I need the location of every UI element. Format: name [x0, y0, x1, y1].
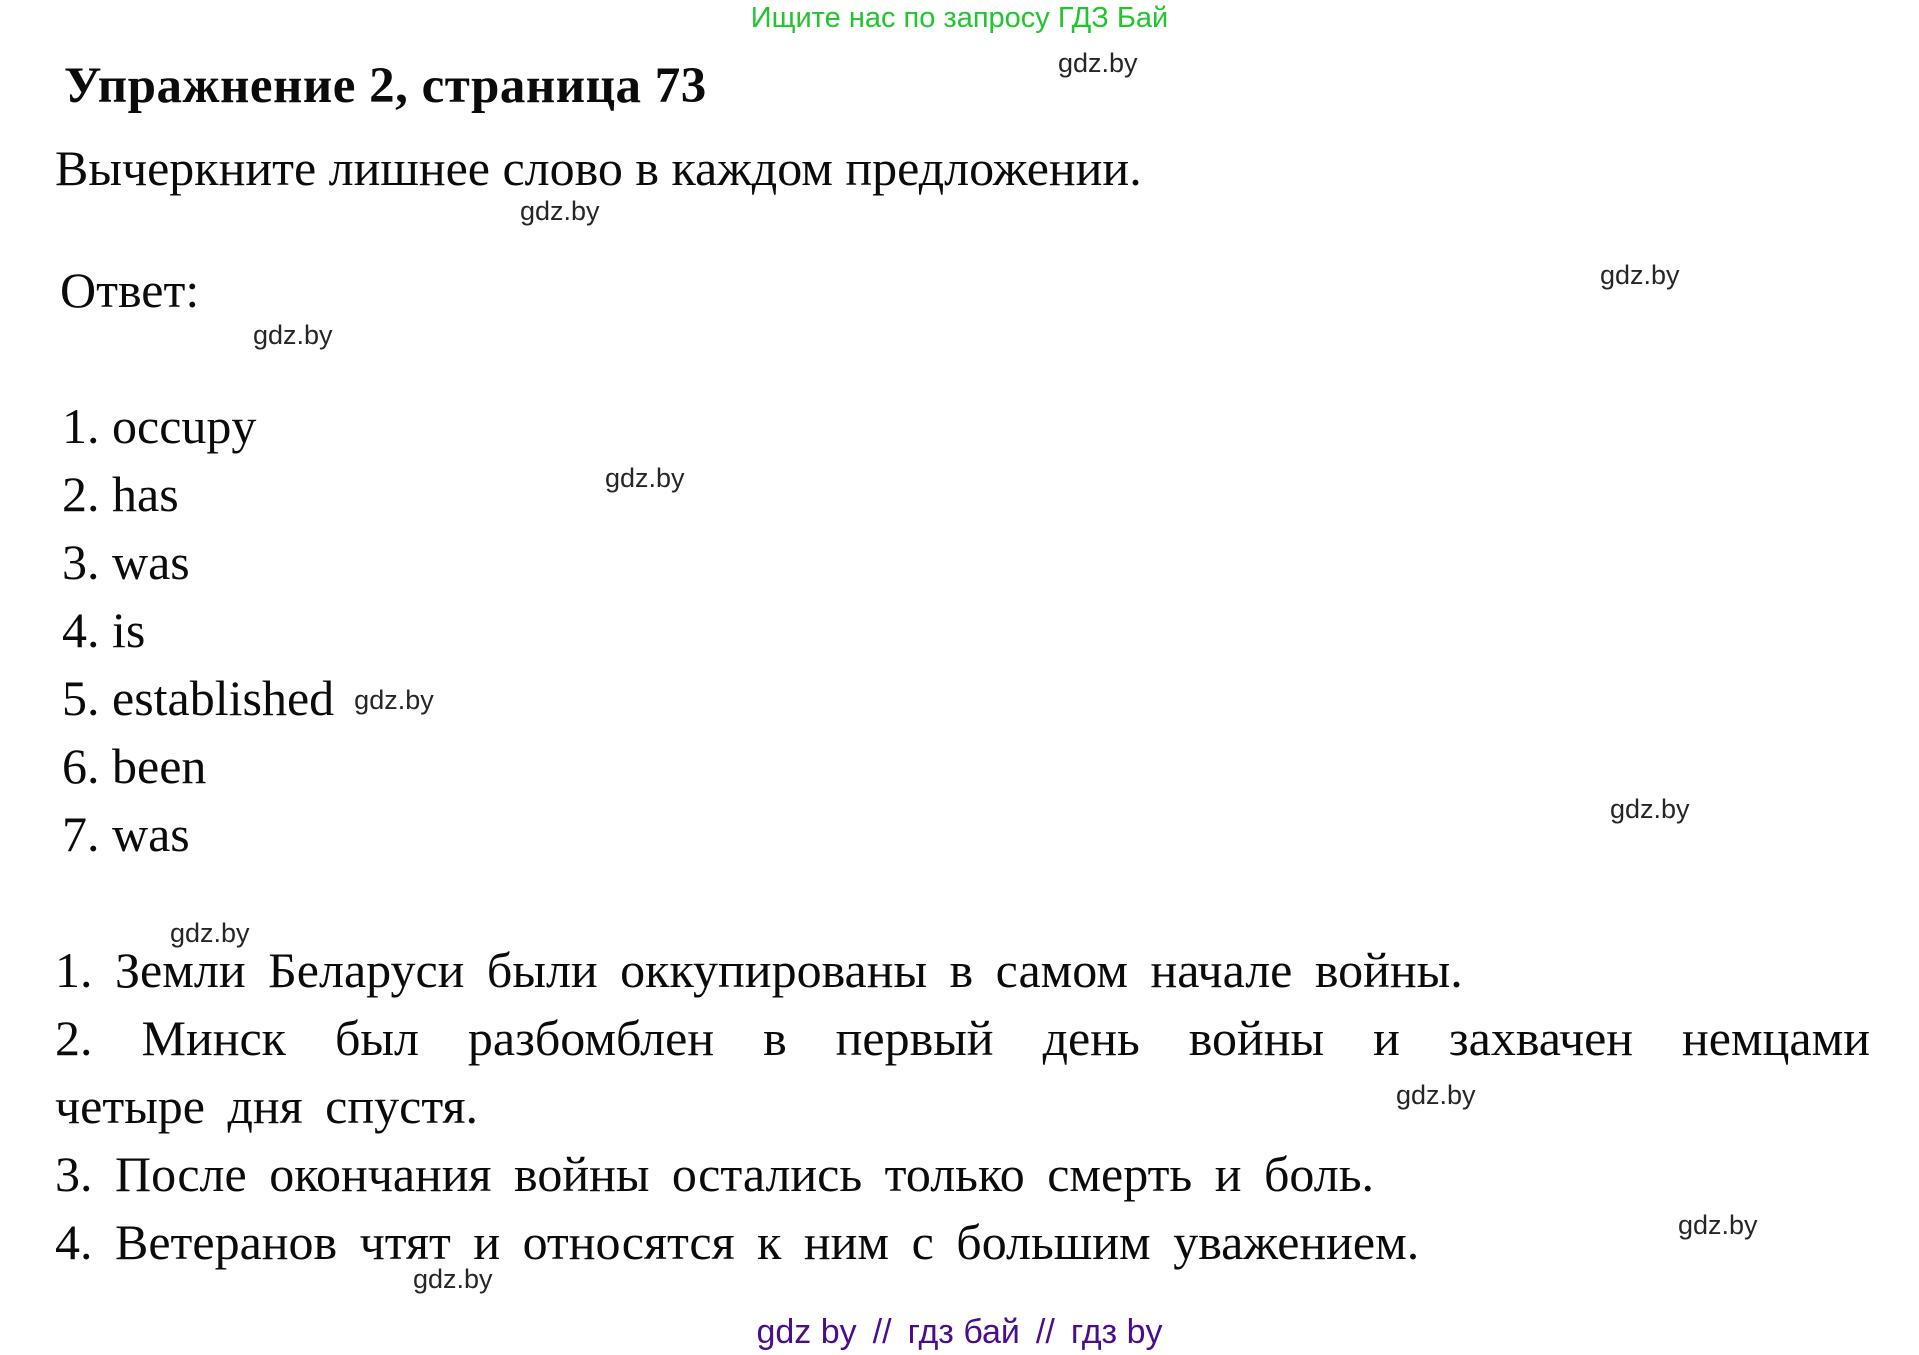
- answer-item-1: 1. occupy: [62, 398, 257, 454]
- task-description: Вычеркните лишнее слово в каждом предложении.: [55, 140, 1142, 196]
- gdz-watermark: gdz.by: [413, 1264, 493, 1294]
- gdz-watermark: gdz.by: [520, 196, 600, 226]
- footer-separator: //: [872, 1313, 892, 1351]
- gdz-watermark: gdz.by: [1396, 1080, 1476, 1110]
- answer-list: [62, 392, 434, 868]
- answer-label: Ответ:: [60, 262, 200, 318]
- gdz-watermark: gdz.by: [1600, 260, 1680, 290]
- gdz-watermark: gdz.by: [170, 918, 250, 948]
- gdz-watermark: gdz.by: [1678, 1210, 1758, 1240]
- translation-list: [55, 936, 1870, 1276]
- answer-item-2: 2. has: [62, 466, 179, 522]
- exercise-title: Упражнение 2, страница 73: [64, 58, 707, 114]
- answer-item-5-text: 5. established: [62, 670, 335, 726]
- gdz-watermark: gdz.by: [354, 685, 434, 715]
- promo-banner: Ищите нас по запросу ГДЗ Бай: [750, 2, 1169, 34]
- footer-link-gdz-by-cyr[interactable]: гдз by: [1070, 1313, 1163, 1351]
- gdz-watermark: gdz.by: [1058, 48, 1138, 78]
- footer-separator: //: [1035, 1313, 1055, 1351]
- sentence-4: 4. Ветеранов чтят и относятся к ним с большим уважением.: [55, 1214, 1420, 1270]
- answer-item-7: 7. was: [62, 806, 190, 862]
- footer-link-gdz-by[interactable]: gdz by: [756, 1313, 857, 1351]
- answer-item-6: 6. been: [62, 738, 207, 794]
- sentence-2-line-2: четыре дня спустя.: [55, 1078, 479, 1134]
- answer-item-3: 3. was: [62, 534, 190, 590]
- sentence-2-line-1: 2. Минск был разбомблен в первый день войны и захвачен немцами: [55, 1010, 1870, 1066]
- gdz-watermark: gdz.by: [253, 320, 333, 350]
- answer-item-5: [62, 664, 434, 732]
- sentence-3: 3. После окончания войны остались только смерть и боль.: [55, 1146, 1375, 1202]
- footer-links: [0, 1312, 1919, 1352]
- gdz-watermark: gdz.by: [605, 463, 685, 493]
- answer-item-4: 4. is: [62, 602, 146, 658]
- footer-link-gdz-bai[interactable]: гдз бай: [907, 1313, 1020, 1351]
- sentence-1: 1. Земли Беларуси были оккупированы в самом начале войны.: [55, 942, 1463, 998]
- gdz-watermark: gdz.by: [1610, 794, 1690, 824]
